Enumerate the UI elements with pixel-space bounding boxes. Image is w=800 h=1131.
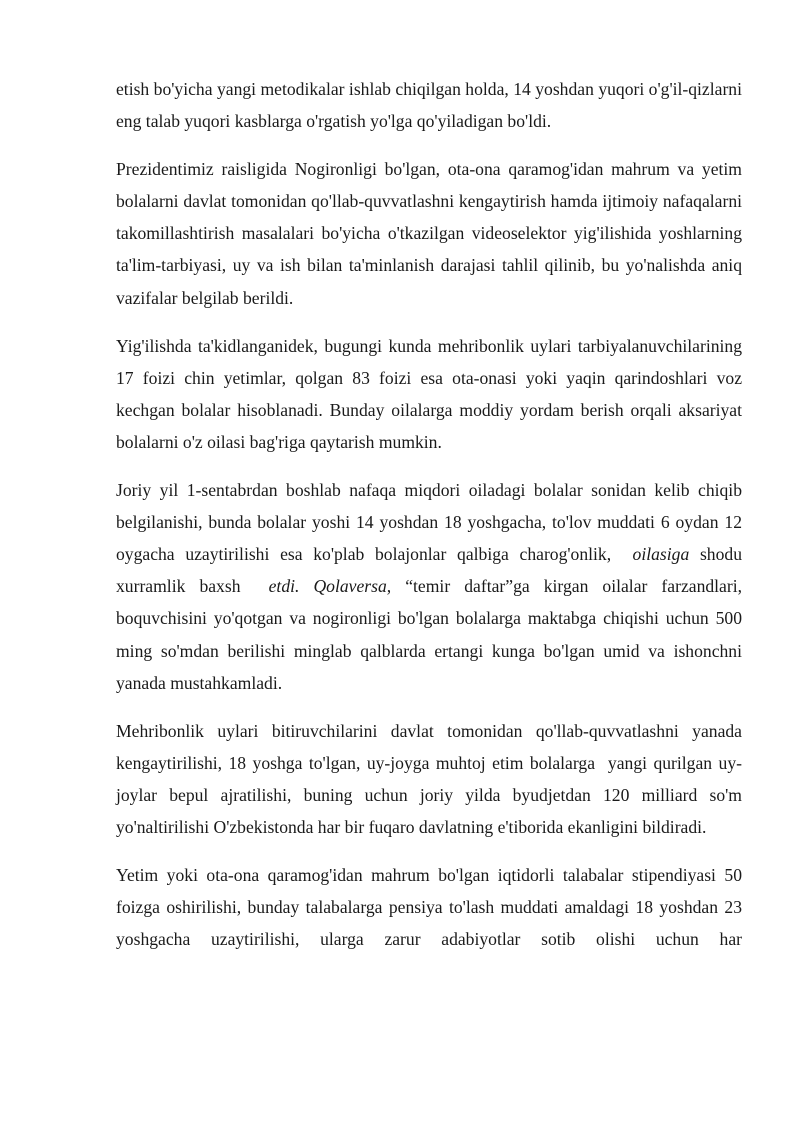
paragraph-4-italic-etdi: etdi. Qolaversa, <box>268 576 392 597</box>
paragraph-5-text: Mehribonlik uylari bitiruvchilarini davlat tomonidan qo'llab-quvvatlashni yanada kengaytirilishi, 18 yoshga to'lgan, uy-joyga muhtoj etim bolalarga yangi qurilgan uy-joylar bepul ajratilishi, buning uchun joriy yilda byudjetdan 120 milliard so'm yo'naltirilishi O'zbekistonda har bir fuqaro davlatning e'tiborida ekanligini bildiradi. <box>116 720 747 837</box>
paragraph-6-text: Yetim yoki ota-ona qaramog'idan mahrum bo'lgan iqtidorli talabalar stipendiyasi 50 foizga oshirilishi, bunday talabalarga pensiya to'lash muddati amaldagi 18 yoshdan 23 yoshgacha uzaytirilishi, ularga zarur adabiyotlar sotib olishi uchun har <box>116 865 742 950</box>
paragraph-1-text: etish bo'yicha yangi metodikalar ishlab chiqilgan holda, 14 yoshdan yuqori o'g'il-qizlarni eng talab yuqori kasblarga o'rgatish yo'lga qo'yiladigan bo'ldi. <box>116 79 742 132</box>
paragraph-6 <box>116 859 742 955</box>
document-body <box>116 73 747 971</box>
paragraph-4 <box>116 474 747 699</box>
paragraph-4-text-c: “temir daftar”ga kirgan oilalar farzandlari, boquvchisini yo'qotgan va nogironligi bo'lgan bolalarga maktabga chiqishi uchun 500 ming so'mdan berilishi minglab qalblarda ertangi kunga bo'lgan umid va ishonchni yanada mustahkamladi. <box>116 576 743 693</box>
paragraph-2 <box>116 153 742 313</box>
paragraph-5 <box>116 715 747 843</box>
paragraph-3-text: Yig'ilishda ta'kidlanganidek, bugungi kunda mehribonlik uylari tarbiyalanuvchilarining 17 foizi chin yetimlar, qolgan 83 foizi esa ota-onasi yoki yaqin qarindoshlari voz kechgan bolalar hisoblanadi. Bunday oilalarga moddiy yordam berish orqali aksariyat bolalarni o'z oilasi bag'riga qaytarish mumkin. <box>116 335 742 452</box>
paragraph-4-text-b: shodu xurramlik baxsh <box>116 544 747 597</box>
paragraph-3 <box>116 330 742 458</box>
paragraph-4-text-a: Joriy yil 1-sentabrdan boshlab nafaqa miqdori oiladagi bolalar sonidan kelib chiqib belgilanishi, bunda bolalar yoshi 14 yoshdan 18 yoshgacha, to'lov muddati 6 oydan 12 oygacha uzaytirilishi esa ko'plab bolajonlar qalbiga charog'onlik, <box>116 480 747 565</box>
paragraph-4-italic-oilasiga: oilasiga <box>632 544 690 565</box>
paragraph-1 <box>116 73 742 137</box>
paragraph-2-text: Prezidentimiz raisligida Nogironligi bo'lgan, ota-ona qaramog'idan mahrum va yetim bolalarni davlat tomonidan qo'llab-quvvatlashni kengaytirish hamda ijtimoiy nafaqalarni takomillashtirish masalalari bo'yicha o'tkazilgan videoselektor yig'ilishida yoshlarning ta'lim-tarbiyasi, uy va ish bilan ta'minlanish darajasi tahlil qilinib, bu yo'nalishda aniq vazifalar belgilab berildi. <box>116 159 742 308</box>
